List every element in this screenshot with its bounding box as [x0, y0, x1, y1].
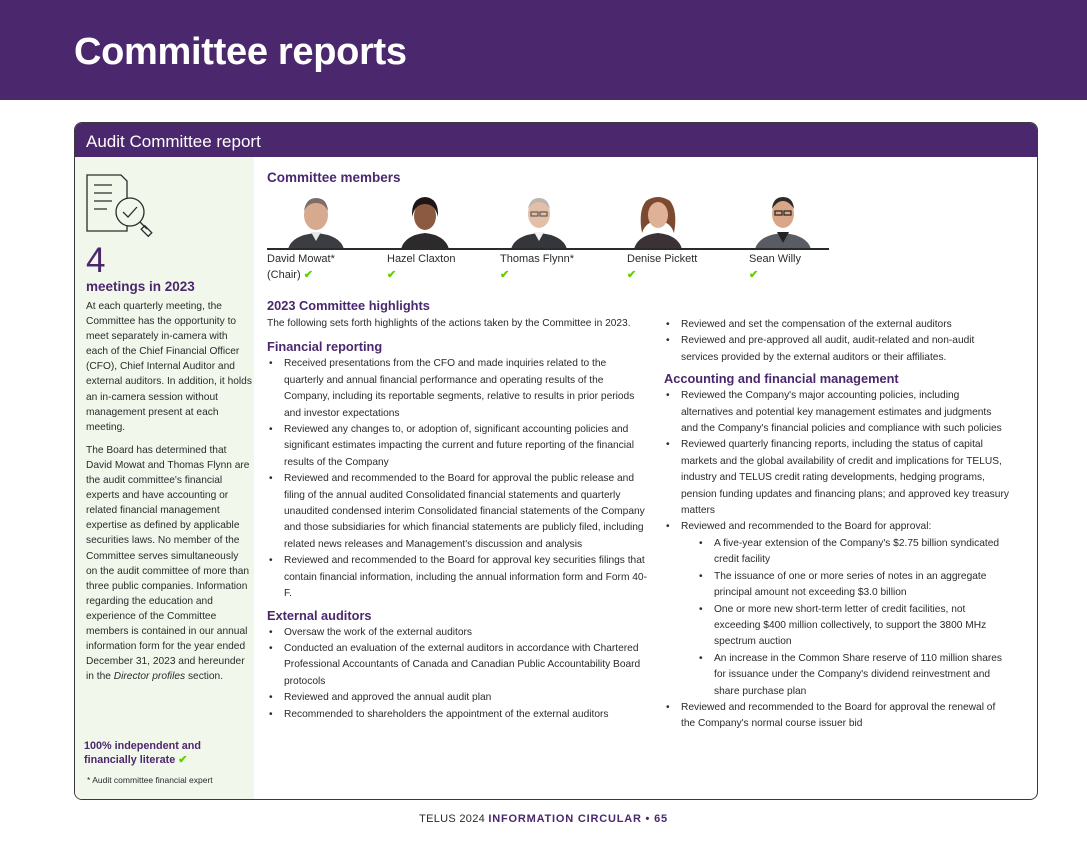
list-item: • Recommended to shareholders the appointment of the external auditors: [267, 707, 647, 723]
meetings-label: meetings in 2023: [86, 279, 195, 294]
document-magnifier-icon: [85, 171, 159, 241]
list-item: • Reviewed and recommended to the Board for approval the public release and filing of the annual audited Consolidated financial statements and quarterly unaudited condensed interim Consolidated financial statements of the Company and those subsidiaries for which financial statements are publicly filed, including related news releases and Management's discussion and analysis: [267, 471, 647, 553]
sidebar-paragraph-1: At each quarterly meeting, the Committee has the opportunity to meet separately in-camera with each of the Chief Financial Officer (CFO), Chief Internal Auditor and external auditors. In addition, it holds an in-camera session without management present at each meeting.: [86, 301, 252, 433]
sidebar-paragraph-2: The Board has determined that David Mowat and Thomas Flynn are the audit committee's financial experts and have accounting or related financial management expertise as defined by applicable securities laws. No member of the Committee serves simultaneously on the audit committee of more than three public companies. Information regarding the education and experience of the Committee members is contained in our annual information form for the year ended December 31, 2023 and hereunder in the Director profiles section.: [86, 444, 250, 683]
member-hazel-claxton: Hazel Claxton ✔: [387, 253, 456, 281]
portrait-denise-pickett: [626, 191, 690, 249]
page-title: Committee reports: [74, 31, 407, 73]
financial-reporting-list: [267, 356, 647, 602]
list-item: • Reviewed and recommended to the Board for approval: • A five-year extension of the Company's $2.75 billion syndicated credit facility • The issuance of one or more series of notes in an aggregate principal amount not exceeding $3.0 billion • One or more new short-term letter of credit facilities, not exceeding $400 million collectively, to support the 3800 MHz spectrum auction • An increase in the Common Share reserve of 110 million shares for issuance under the Company's dividend reinvestment and share purchase plan: [664, 519, 1010, 699]
external-auditors-list: [267, 625, 647, 723]
check-icon: ✔: [387, 269, 397, 281]
page-footer: TELUS 2024 INFORMATION CIRCULAR • 65: [419, 813, 668, 825]
check-icon: ✔: [749, 269, 759, 281]
list-item: • Reviewed quarterly financing reports, including the status of capital markets and the global availability of credit and implications for TELUS, industry and TELUS credit rating developments, hedging programs, pension funding updates and financing plans; and approved key treasury matters: [664, 437, 1010, 519]
portrait-sean-willy: [751, 191, 815, 249]
footer-doc-title: INFORMATION CIRCULAR: [488, 813, 642, 825]
highlights-intro: The following sets forth highlights of the actions taken by the Committee in 2023.: [267, 318, 631, 329]
director-profiles-ref: Director profiles: [113, 671, 186, 683]
list-item: • One or more new short-term letter of credit facilities, not exceeding $400 million collectively, to support the 3800 MHz spectrum auction: [697, 602, 1010, 651]
page-number: 65: [654, 813, 668, 825]
list-item: • Reviewed and pre-approved all audit, audit-related and non-audit services provided by the external auditors or their affiliates.: [664, 333, 1010, 366]
meetings-count: 4: [86, 241, 106, 280]
highlights-column-left: [267, 298, 647, 728]
sidebar: [75, 157, 254, 799]
member-thomas-flynn: Thomas Flynn* ✔: [500, 253, 574, 281]
members-title: Committee members: [267, 170, 401, 185]
sidebar-text: [86, 299, 252, 692]
page-banner: [0, 0, 1087, 100]
check-icon: ✔: [178, 753, 188, 766]
list-item: • Reviewed the Company's major accounting policies, including alternatives and potential key management estimates and judgments and the Company's financial policies and compliance with such policies: [664, 388, 1010, 437]
accounting-sub-list: [681, 536, 1010, 700]
independence-statement: 100% independent and financially literate ✔: [84, 740, 201, 766]
list-item: • Reviewed and approved the annual audit plan: [267, 690, 647, 706]
check-icon: ✔: [500, 269, 510, 281]
accounting-title: Accounting and financial management: [664, 371, 899, 387]
list-item: • Reviewed any changes to, or adoption of, significant accounting policies and significant estimates impacting the current and future reporting of the financial results of the Company: [267, 422, 647, 471]
portrait-thomas-flynn: [507, 191, 571, 249]
check-icon: ✔: [627, 269, 637, 281]
list-item: • Reviewed and set the compensation of the external auditors: [664, 317, 1010, 333]
list-item: • Reviewed and recommended to the Board for approval the renewal of the Company's normal course issuer bid: [664, 700, 1010, 733]
portrait-david-mowat: [284, 191, 348, 249]
list-item: • An increase in the Common Share reserve of 110 million shares for issuance under the Company's dividend reinvestment and share purchase plan: [697, 651, 1010, 700]
highlights-column-right: [664, 317, 1010, 738]
portrait-hazel-claxton: [393, 191, 457, 249]
external-auditors-title: External auditors: [267, 607, 372, 623]
highlights-title: 2023 Committee highlights: [267, 298, 430, 313]
financial-reporting-title: Financial reporting: [267, 339, 383, 355]
accounting-list: [664, 388, 1010, 733]
list-item: • The issuance of one or more series of notes in an aggregate principal amount not exceeding $3.0 billion: [697, 569, 1010, 602]
members-divider: [267, 248, 829, 250]
check-icon: ✔: [303, 269, 313, 281]
card-title: Audit Committee report: [75, 123, 1037, 157]
sidebar-footnote: * Audit committee financial expert: [87, 775, 213, 785]
list-item: • Conducted an evaluation of the external auditors in accordance with Chartered Professional Accountants of Canada and Canadian Public Accountability Board protocols: [267, 641, 647, 690]
list-item: • Oversaw the work of the external auditors: [267, 625, 647, 641]
list-item: • Reviewed and recommended to the Board for approval key securities filings that contain financial information, including the annual information form and Form 40-F.: [267, 553, 647, 602]
external-auditors-list-cont: [664, 317, 1010, 366]
member-denise-pickett: Denise Pickett ✔: [627, 253, 698, 281]
member-david-mowat: David Mowat* (Chair) ✔: [267, 253, 335, 281]
audit-committee-card: [74, 122, 1038, 800]
list-item: • A five-year extension of the Company's $2.75 billion syndicated credit facility: [697, 536, 1010, 569]
list-item: • Received presentations from the CFO and made inquiries related to the quarterly and annual financial performance and operating results of the Company, including its reportable segments, relative to results in prior periods and investor expectations: [267, 356, 647, 422]
member-sean-willy: Sean Willy ✔: [749, 253, 801, 281]
